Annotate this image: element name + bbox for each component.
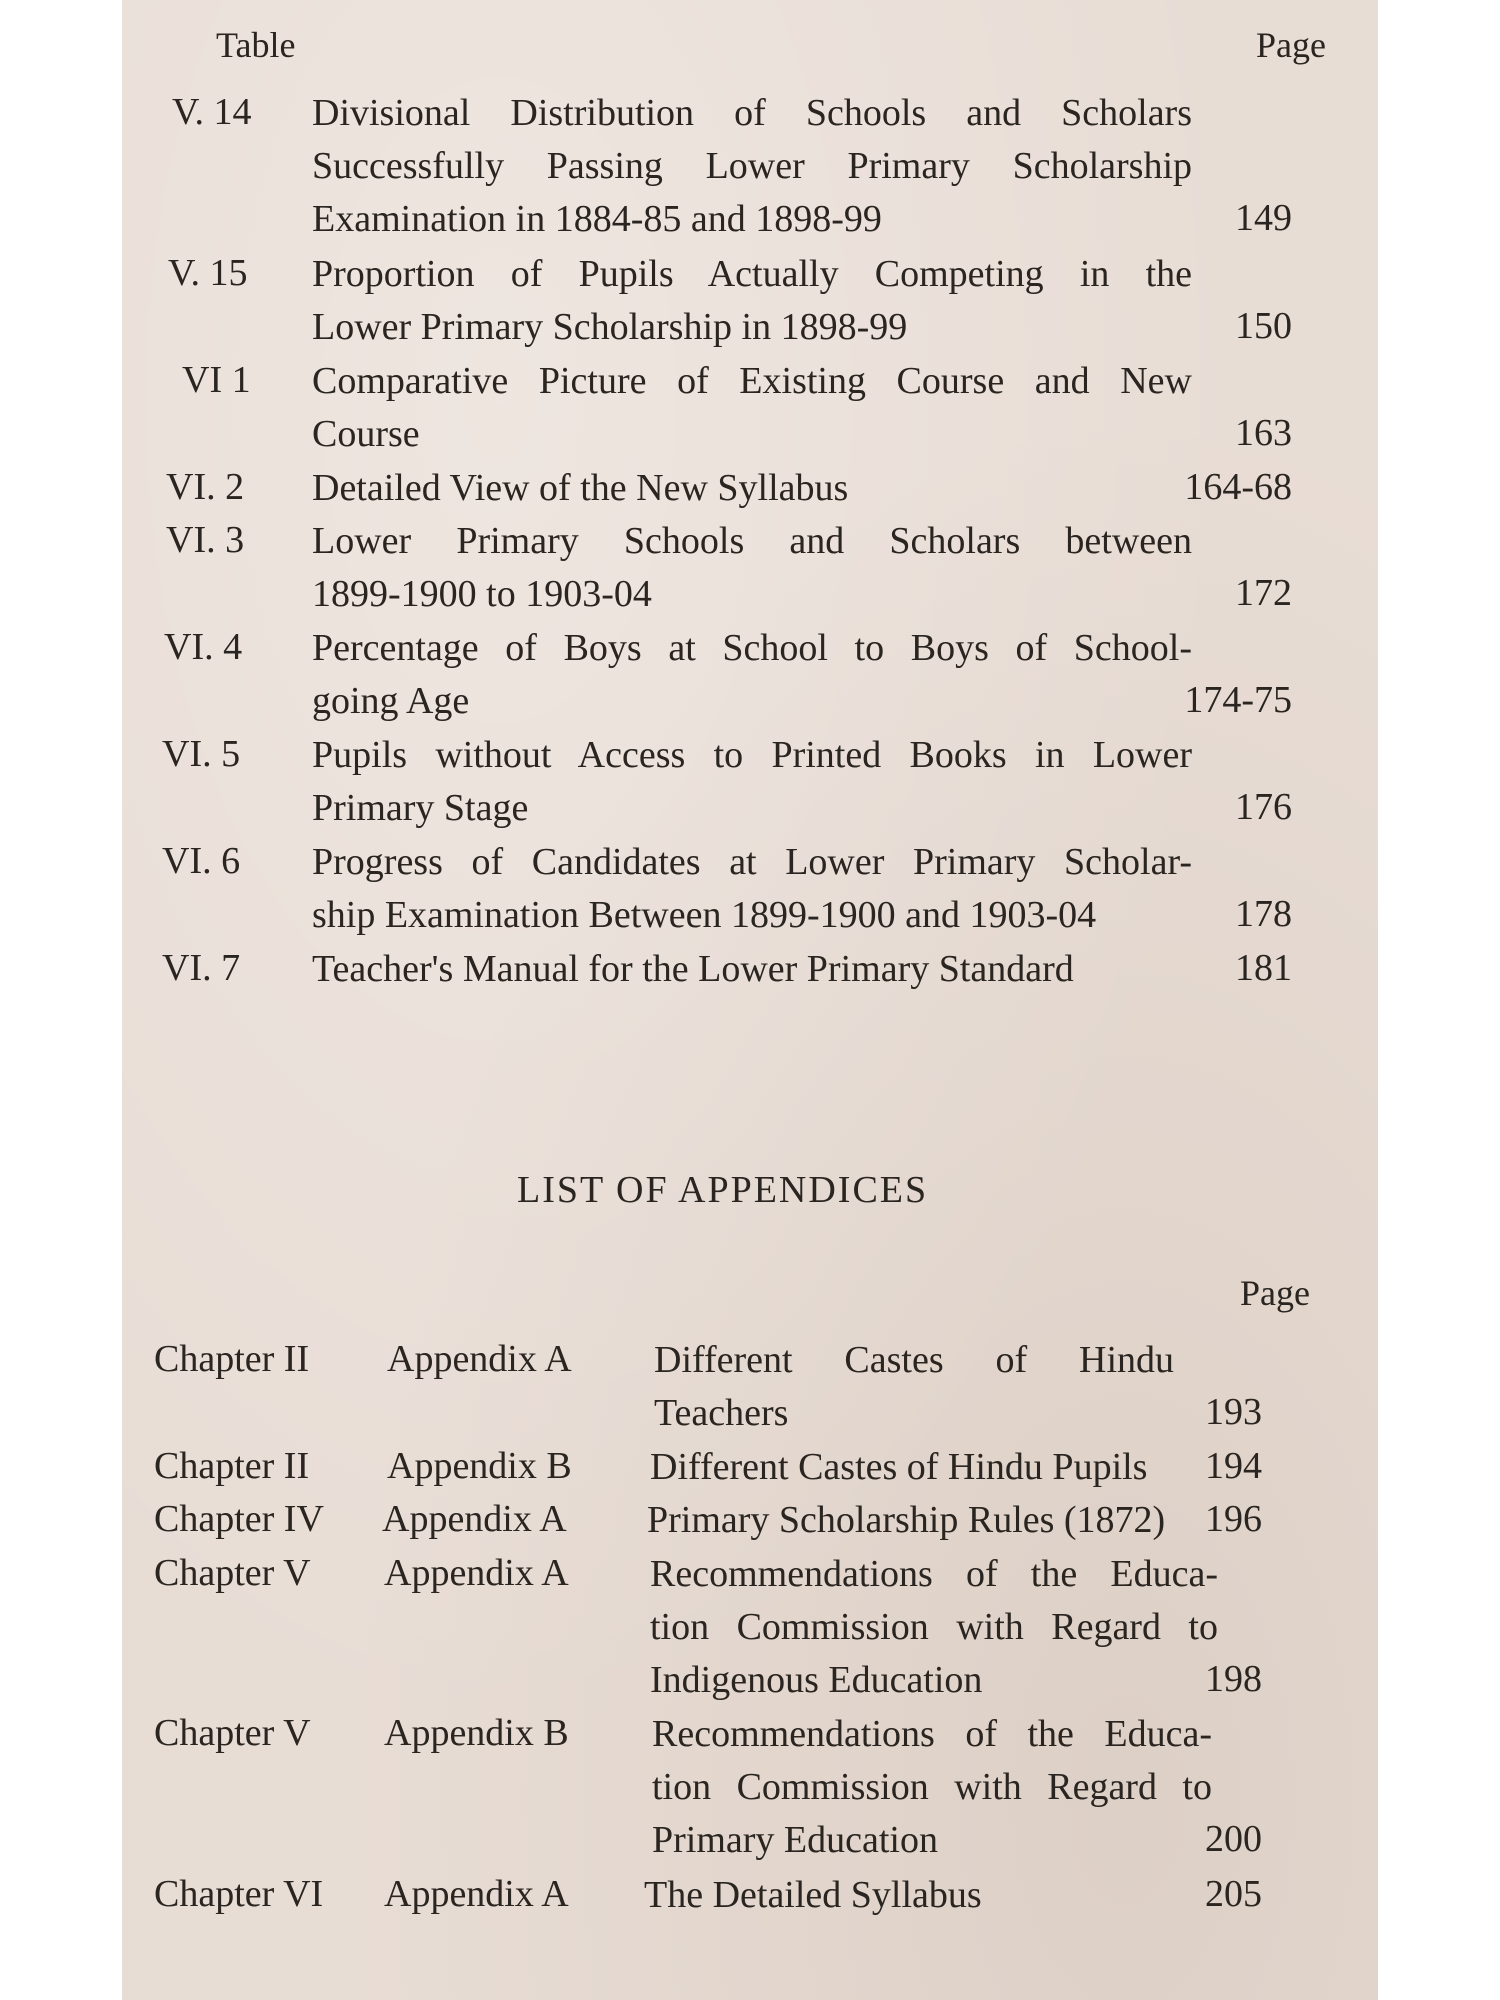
book-page	[122, 0, 1378, 2000]
appendix-chapter: Chapter II	[154, 1338, 310, 1380]
table-page: 163	[1235, 412, 1292, 454]
table-title: Percentage of Boys at School to Boys of School- going Age	[312, 627, 1192, 722]
appendix-title: Primary Scholarship Rules (1872)	[647, 1499, 1166, 1541]
table-title: Progress of Candidates at Lower Primary Scholar- ship Examination Between 1899-1900 and 1903-04	[312, 841, 1192, 936]
table-number: VI. 2	[166, 466, 245, 508]
table-title: Detailed View of the New Syllabus	[312, 467, 849, 509]
table-number: VI. 3	[166, 519, 245, 561]
table-title: Proportion of Pupils Actually Competing in the Lower Primary Scholarship in 1898-99	[312, 253, 1192, 348]
appendix-title: Recommendations of the Educa- tion Commission with Regard to Primary Education	[652, 1713, 1212, 1861]
appendix-title: Different Castes of Hindu Teachers	[654, 1339, 1174, 1434]
appendix-chapter: Chapter V	[154, 1712, 311, 1754]
table-number: VI. 6	[162, 840, 241, 882]
appendix-title: Different Castes of Hindu Pupils	[650, 1446, 1148, 1488]
table-page: 176	[1235, 786, 1292, 828]
appendix-chapter: Chapter V	[154, 1552, 311, 1594]
appendix-label: Appendix B	[384, 1712, 569, 1754]
appendix-title: Recommendations of the Educa- tion Commission with Regard to Indigenous Education	[650, 1553, 1218, 1701]
appendix-label: Appendix A	[382, 1498, 567, 1540]
appendix-page: 198	[1205, 1658, 1262, 1700]
appendix-page: 193	[1205, 1391, 1262, 1433]
appendix-page: 200	[1205, 1818, 1262, 1860]
table-number: VI 1	[182, 359, 251, 401]
table-number: V. 15	[168, 252, 248, 294]
appendix-label: Appendix A	[387, 1338, 572, 1380]
table-page: 181	[1235, 947, 1292, 989]
appendix-chapter: Chapter VI	[154, 1873, 324, 1915]
table-page: 164-68	[1184, 466, 1292, 508]
appendices-page-header: Page	[1240, 1273, 1310, 1313]
appendix-label: Appendix A	[384, 1873, 569, 1915]
appendix-label: Appendix B	[387, 1445, 572, 1487]
table-number: VI. 4	[164, 626, 243, 668]
appendix-page: 194	[1205, 1445, 1262, 1487]
table-number: V. 14	[172, 91, 252, 133]
table-page: 149	[1235, 197, 1292, 239]
table-number: VI. 5	[162, 733, 241, 775]
table-title: Pupils without Access to Printed Books in Lower Primary Stage	[312, 734, 1192, 829]
appendix-page: 205	[1205, 1873, 1262, 1915]
appendix-chapter: Chapter II	[154, 1445, 310, 1487]
table-page: 172	[1235, 572, 1292, 614]
appendix-title: The Detailed Syllabus	[644, 1874, 982, 1916]
table-title: Teacher's Manual for the Lower Primary Standard	[312, 948, 1074, 990]
table-title: Comparative Picture of Existing Course and New Course	[312, 360, 1192, 455]
table-title: Divisional Distribution of Schools and Scholars Successfully Passing Lower Primary Scholarship Examination in 1884-85 and 1898-99	[312, 92, 1192, 240]
table-title: Lower Primary Schools and Scholars between 1899-1900 to 1903-04	[312, 520, 1192, 615]
appendices-heading: LIST OF APPENDICES	[517, 1169, 929, 1211]
table-column-header: Table	[216, 25, 296, 65]
table-number: VI. 7	[162, 947, 241, 989]
appendix-chapter: Chapter IV	[154, 1498, 324, 1540]
page-column-header: Page	[1256, 25, 1326, 65]
appendix-page: 196	[1205, 1498, 1262, 1540]
table-page: 178	[1235, 893, 1292, 935]
table-page: 150	[1235, 305, 1292, 347]
appendix-label: Appendix A	[384, 1552, 569, 1594]
table-page: 174-75	[1184, 679, 1292, 721]
